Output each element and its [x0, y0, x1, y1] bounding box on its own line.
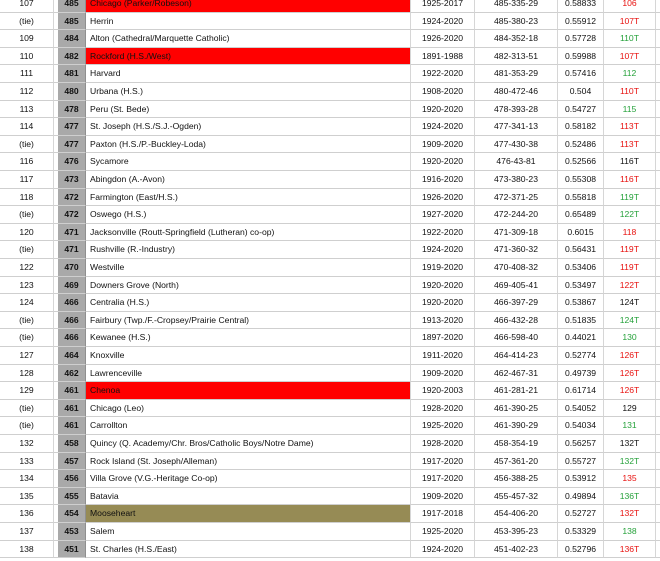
edge-cell[interactable]	[656, 417, 660, 435]
record-cell[interactable]: 466-598-40	[475, 329, 558, 347]
edge-cell[interactable]	[656, 206, 660, 224]
place-cell[interactable]: 107T	[604, 48, 656, 66]
table-row	[0, 189, 660, 207]
edge-cell[interactable]	[656, 241, 660, 259]
rank-cell[interactable]: 111	[0, 65, 54, 83]
edge-cell[interactable]	[656, 171, 660, 189]
pct-cell[interactable]: 0.65489	[558, 206, 604, 224]
rank-cell[interactable]: 135	[0, 488, 54, 506]
edge-cell[interactable]	[656, 470, 660, 488]
edge-cell[interactable]	[656, 523, 660, 541]
table-row	[0, 65, 660, 83]
years-cell[interactable]: 1897-2020	[411, 329, 475, 347]
school-cell[interactable]: Oswego (H.S.)	[86, 206, 411, 224]
pct-cell[interactable]: 0.58833	[558, 0, 604, 13]
wins-cell[interactable]: 484	[58, 30, 86, 48]
years-cell[interactable]: 1917-2018	[411, 505, 475, 523]
years-cell[interactable]: 1917-2020	[411, 453, 475, 471]
place-cell[interactable]: 113T	[604, 136, 656, 154]
table-row	[0, 523, 660, 541]
edge-cell[interactable]	[656, 382, 660, 400]
pct-cell[interactable]: 0.44021	[558, 329, 604, 347]
school-cell[interactable]: Harvard	[86, 65, 411, 83]
edge-cell[interactable]	[656, 277, 660, 295]
place-cell[interactable]: 129	[604, 400, 656, 418]
place-cell[interactable]: 116T	[604, 153, 656, 171]
wins-cell[interactable]: 477	[58, 136, 86, 154]
rank-cell[interactable]: 123	[0, 277, 54, 295]
school-cell[interactable]: Lawrenceville	[86, 365, 411, 383]
wins-cell[interactable]: 473	[58, 171, 86, 189]
edge-cell[interactable]	[656, 365, 660, 383]
edge-cell[interactable]	[656, 101, 660, 119]
place-cell[interactable]: 126T	[604, 365, 656, 383]
school-cell[interactable]: Paxton (H.S./P.-Buckley-Loda)	[86, 136, 411, 154]
edge-cell[interactable]	[656, 189, 660, 207]
years-cell[interactable]: 1920-2020	[411, 101, 475, 119]
record-cell[interactable]: 464-414-23	[475, 347, 558, 365]
place-cell[interactable]: 113T	[604, 118, 656, 136]
place-cell[interactable]: 119T	[604, 259, 656, 277]
edge-cell[interactable]	[656, 347, 660, 365]
rank-cell[interactable]: 116	[0, 153, 54, 171]
pct-cell[interactable]: 0.53406	[558, 259, 604, 277]
table-row	[0, 13, 660, 31]
wins-cell[interactable]: 470	[58, 259, 86, 277]
edge-cell[interactable]	[656, 435, 660, 453]
school-cell[interactable]: Farmington (East/H.S.)	[86, 189, 411, 207]
pct-cell[interactable]: 0.504	[558, 83, 604, 101]
school-cell[interactable]: St. Joseph (H.S./S.J.-Ogden)	[86, 118, 411, 136]
edge-cell[interactable]	[656, 153, 660, 171]
table-row	[0, 30, 660, 48]
table-row	[0, 417, 660, 435]
rank-cell[interactable]: 107	[0, 0, 54, 13]
record-cell[interactable]: 473-380-23	[475, 171, 558, 189]
pct-cell[interactable]: 0.6015	[558, 224, 604, 242]
wins-cell[interactable]: 485	[58, 0, 86, 13]
wins-cell[interactable]: 480	[58, 83, 86, 101]
record-cell[interactable]: 466-432-28	[475, 312, 558, 330]
pct-cell[interactable]: 0.55308	[558, 171, 604, 189]
years-cell[interactable]: 1922-2020	[411, 65, 475, 83]
wins-cell[interactable]: 466	[58, 329, 86, 347]
pct-cell[interactable]: 0.57416	[558, 65, 604, 83]
school-cell[interactable]: Kewanee (H.S.)	[86, 329, 411, 347]
rank-cell[interactable]: 132	[0, 435, 54, 453]
rank-cell[interactable]: 124	[0, 294, 54, 312]
edge-cell[interactable]	[656, 0, 660, 13]
wins-cell[interactable]: 462	[58, 365, 86, 383]
pct-cell[interactable]: 0.55912	[558, 13, 604, 31]
record-cell[interactable]: 477-430-38	[475, 136, 558, 154]
record-cell[interactable]: 461-390-29	[475, 417, 558, 435]
place-cell[interactable]: 136T	[604, 488, 656, 506]
rank-cell[interactable]: 133	[0, 453, 54, 471]
table-row	[0, 206, 660, 224]
pct-cell[interactable]: 0.59988	[558, 48, 604, 66]
rank-cell[interactable]: 129	[0, 382, 54, 400]
edge-cell[interactable]	[656, 118, 660, 136]
edge-cell[interactable]	[656, 224, 660, 242]
table-row	[0, 153, 660, 171]
record-cell[interactable]: 455-457-32	[475, 488, 558, 506]
years-cell[interactable]: 1909-2020	[411, 136, 475, 154]
pct-cell[interactable]: 0.52796	[558, 541, 604, 559]
pct-cell[interactable]: 0.58182	[558, 118, 604, 136]
wins-cell[interactable]: 466	[58, 312, 86, 330]
pct-cell[interactable]: 0.55727	[558, 453, 604, 471]
wins-cell[interactable]: 456	[58, 470, 86, 488]
table-row	[0, 488, 660, 506]
record-cell[interactable]: 451-402-23	[475, 541, 558, 559]
pct-cell[interactable]: 0.56431	[558, 241, 604, 259]
school-cell[interactable]: Jacksonville (Routt-Springfield (Lutheran) co-op)	[86, 224, 411, 242]
school-cell[interactable]: Knoxville	[86, 347, 411, 365]
table-row	[0, 541, 660, 559]
years-cell[interactable]: 1925-2020	[411, 523, 475, 541]
table-row	[0, 294, 660, 312]
school-cell[interactable]: Mooseheart	[86, 505, 411, 523]
table-row	[0, 118, 660, 136]
wins-cell[interactable]: 471	[58, 241, 86, 259]
rank-cell[interactable]: 114	[0, 118, 54, 136]
years-cell[interactable]: 1928-2020	[411, 435, 475, 453]
table-row	[0, 171, 660, 189]
years-cell[interactable]: 1924-2020	[411, 118, 475, 136]
place-cell[interactable]: 126T	[604, 347, 656, 365]
record-cell[interactable]: 477-341-13	[475, 118, 558, 136]
edge-cell[interactable]	[656, 136, 660, 154]
rank-cell[interactable]: (tie)	[0, 136, 54, 154]
wins-cell[interactable]: 461	[58, 382, 86, 400]
pct-cell[interactable]: 0.54052	[558, 400, 604, 418]
pct-cell[interactable]: 0.54034	[558, 417, 604, 435]
wins-cell[interactable]: 476	[58, 153, 86, 171]
record-cell[interactable]: 461-281-21	[475, 382, 558, 400]
school-cell[interactable]: Alton (Cathedral/Marquette Catholic)	[86, 30, 411, 48]
pct-cell[interactable]: 0.52727	[558, 505, 604, 523]
school-cell[interactable]: Carrollton	[86, 417, 411, 435]
edge-cell[interactable]	[656, 13, 660, 31]
record-cell[interactable]: 454-406-20	[475, 505, 558, 523]
edge-cell[interactable]	[656, 541, 660, 559]
years-cell[interactable]: 1927-2020	[411, 206, 475, 224]
pct-cell[interactable]: 0.53497	[558, 277, 604, 295]
edge-cell[interactable]	[656, 48, 660, 66]
place-cell[interactable]: 118	[604, 224, 656, 242]
record-cell[interactable]: 472-371-25	[475, 189, 558, 207]
record-cell[interactable]: 478-393-28	[475, 101, 558, 119]
place-cell[interactable]: 135	[604, 470, 656, 488]
record-cell[interactable]: 462-467-31	[475, 365, 558, 383]
edge-cell[interactable]	[656, 83, 660, 101]
record-cell[interactable]: 457-361-20	[475, 453, 558, 471]
school-cell[interactable]: Rushville (R.-Industry)	[86, 241, 411, 259]
school-cell[interactable]: St. Charles (H.S./East)	[86, 541, 411, 559]
school-cell[interactable]: Urbana (H.S.)	[86, 83, 411, 101]
wins-cell[interactable]: 469	[58, 277, 86, 295]
years-cell[interactable]: 1891-1988	[411, 48, 475, 66]
place-cell[interactable]: 110T	[604, 30, 656, 48]
pct-cell[interactable]: 0.56257	[558, 435, 604, 453]
pct-cell[interactable]: 0.53867	[558, 294, 604, 312]
place-cell[interactable]: 130	[604, 329, 656, 347]
rank-cell[interactable]: 134	[0, 470, 54, 488]
years-cell[interactable]: 1920-2020	[411, 153, 475, 171]
place-cell[interactable]: 126T	[604, 382, 656, 400]
edge-cell[interactable]	[656, 65, 660, 83]
record-cell[interactable]: 456-388-25	[475, 470, 558, 488]
table-row	[0, 136, 660, 154]
school-cell[interactable]: Salem	[86, 523, 411, 541]
school-cell[interactable]: Fairbury (Twp./F.-Cropsey/Prairie Central)	[86, 312, 411, 330]
table-row	[0, 224, 660, 242]
place-cell[interactable]: 124T	[604, 312, 656, 330]
years-cell[interactable]: 1916-2020	[411, 171, 475, 189]
place-cell[interactable]: 132T	[604, 505, 656, 523]
wins-cell[interactable]: 471	[58, 224, 86, 242]
edge-cell[interactable]	[656, 329, 660, 347]
wins-cell[interactable]: 485	[58, 13, 86, 31]
rank-cell[interactable]: 138	[0, 541, 54, 559]
years-cell[interactable]: 1920-2003	[411, 382, 475, 400]
pct-cell[interactable]: 0.61714	[558, 382, 604, 400]
school-cell[interactable]: Chicago (Parker/Robeson)	[86, 0, 411, 13]
record-cell[interactable]: 485-380-23	[475, 13, 558, 31]
years-cell[interactable]: 1913-2020	[411, 312, 475, 330]
school-cell[interactable]: Downers Grove (North)	[86, 277, 411, 295]
place-cell[interactable]: 119T	[604, 241, 656, 259]
years-cell[interactable]: 1908-2020	[411, 83, 475, 101]
place-cell[interactable]: 124T	[604, 294, 656, 312]
rank-cell[interactable]: 117	[0, 171, 54, 189]
table-row	[0, 505, 660, 523]
table-row	[0, 400, 660, 418]
rank-cell[interactable]: 118	[0, 189, 54, 207]
record-cell[interactable]: 458-354-19	[475, 435, 558, 453]
table-row	[0, 259, 660, 277]
rank-cell[interactable]: 137	[0, 523, 54, 541]
wins-cell[interactable]: 454	[58, 505, 86, 523]
edge-cell[interactable]	[656, 505, 660, 523]
wins-cell[interactable]: 461	[58, 417, 86, 435]
years-cell[interactable]: 1911-2020	[411, 347, 475, 365]
wins-cell[interactable]: 457	[58, 453, 86, 471]
wins-cell[interactable]: 472	[58, 206, 86, 224]
school-cell[interactable]: Peru (St. Bede)	[86, 101, 411, 119]
place-cell[interactable]: 122T	[604, 277, 656, 295]
rank-cell[interactable]: 127	[0, 347, 54, 365]
rank-cell[interactable]: 136	[0, 505, 54, 523]
pct-cell[interactable]: 0.55818	[558, 189, 604, 207]
wins-cell[interactable]: 481	[58, 65, 86, 83]
place-cell[interactable]: 132T	[604, 435, 656, 453]
table-row	[0, 312, 660, 330]
wins-cell[interactable]: 451	[58, 541, 86, 559]
years-cell[interactable]: 1919-2020	[411, 259, 475, 277]
table-row	[0, 365, 660, 383]
years-cell[interactable]: 1924-2020	[411, 241, 475, 259]
years-cell[interactable]: 1917-2020	[411, 470, 475, 488]
school-cell[interactable]: Chicago (Leo)	[86, 400, 411, 418]
wins-cell[interactable]: 477	[58, 118, 86, 136]
years-cell[interactable]: 1909-2020	[411, 365, 475, 383]
place-cell[interactable]: 138	[604, 523, 656, 541]
record-cell[interactable]: 471-309-18	[475, 224, 558, 242]
wins-cell[interactable]: 458	[58, 435, 86, 453]
rank-cell[interactable]: 122	[0, 259, 54, 277]
wins-cell[interactable]: 455	[58, 488, 86, 506]
record-cell[interactable]: 481-353-29	[475, 65, 558, 83]
place-cell[interactable]: 112	[604, 65, 656, 83]
wins-cell[interactable]: 453	[58, 523, 86, 541]
record-cell[interactable]: 484-352-18	[475, 30, 558, 48]
pct-cell[interactable]: 0.54727	[558, 101, 604, 119]
rank-cell[interactable]: (tie)	[0, 241, 54, 259]
wins-cell[interactable]: 478	[58, 101, 86, 119]
years-cell[interactable]: 1924-2020	[411, 541, 475, 559]
table-row	[0, 435, 660, 453]
edge-cell[interactable]	[656, 259, 660, 277]
record-cell[interactable]: 485-335-29	[475, 0, 558, 13]
edge-cell[interactable]	[656, 30, 660, 48]
rank-cell[interactable]: 128	[0, 365, 54, 383]
place-cell[interactable]: 132T	[604, 453, 656, 471]
rank-cell[interactable]: 109	[0, 30, 54, 48]
rank-cell[interactable]: 113	[0, 101, 54, 119]
place-cell[interactable]: 110T	[604, 83, 656, 101]
table-row	[0, 48, 660, 66]
record-cell[interactable]: 453-395-23	[475, 523, 558, 541]
rank-cell[interactable]: (tie)	[0, 400, 54, 418]
table-row	[0, 241, 660, 259]
years-cell[interactable]: 1924-2020	[411, 13, 475, 31]
pct-cell[interactable]: 0.49894	[558, 488, 604, 506]
table-row	[0, 453, 660, 471]
record-cell[interactable]: 466-397-29	[475, 294, 558, 312]
place-cell[interactable]: 119T	[604, 189, 656, 207]
pct-cell[interactable]: 0.52774	[558, 347, 604, 365]
years-cell[interactable]: 1925-2020	[411, 417, 475, 435]
school-cell[interactable]: Rockford (H.S./West)	[86, 48, 411, 66]
place-cell[interactable]: 106	[604, 0, 656, 13]
table-row	[0, 277, 660, 295]
record-cell[interactable]: 469-405-41	[475, 277, 558, 295]
edge-cell[interactable]	[656, 453, 660, 471]
pct-cell[interactable]: 0.53912	[558, 470, 604, 488]
pct-cell[interactable]: 0.53329	[558, 523, 604, 541]
place-cell[interactable]: 107T	[604, 13, 656, 31]
table-row	[0, 0, 660, 13]
rank-cell[interactable]: (tie)	[0, 417, 54, 435]
pct-cell[interactable]: 0.52566	[558, 153, 604, 171]
table-row	[0, 470, 660, 488]
record-cell[interactable]: 480-472-46	[475, 83, 558, 101]
rank-cell[interactable]: 120	[0, 224, 54, 242]
school-cell[interactable]: Rock Island (St. Joseph/Alleman)	[86, 453, 411, 471]
record-cell[interactable]: 470-408-32	[475, 259, 558, 277]
table-row	[0, 382, 660, 400]
wins-cell[interactable]: 466	[58, 294, 86, 312]
school-cell[interactable]: Centralia (H.S.)	[86, 294, 411, 312]
record-cell[interactable]: 472-244-20	[475, 206, 558, 224]
record-cell[interactable]: 471-360-32	[475, 241, 558, 259]
place-cell[interactable]: 122T	[604, 206, 656, 224]
years-cell[interactable]: 1926-2020	[411, 189, 475, 207]
table-row	[0, 101, 660, 119]
pct-cell[interactable]: 0.57728	[558, 30, 604, 48]
record-cell[interactable]: 482-313-51	[475, 48, 558, 66]
school-cell[interactable]: Sycamore	[86, 153, 411, 171]
years-cell[interactable]: 1928-2020	[411, 400, 475, 418]
rank-cell[interactable]: 110	[0, 48, 54, 66]
place-cell[interactable]: 115	[604, 101, 656, 119]
years-cell[interactable]: 1925-2017	[411, 0, 475, 13]
place-cell[interactable]: 136T	[604, 541, 656, 559]
years-cell[interactable]: 1926-2020	[411, 30, 475, 48]
wins-cell[interactable]: 472	[58, 189, 86, 207]
school-cell[interactable]: Herrin	[86, 13, 411, 31]
record-cell[interactable]: 476-43-81	[475, 153, 558, 171]
table-row	[0, 347, 660, 365]
edge-cell[interactable]	[656, 294, 660, 312]
school-cell[interactable]: Chenoa	[86, 382, 411, 400]
rank-cell[interactable]: (tie)	[0, 329, 54, 347]
wins-cell[interactable]: 461	[58, 400, 86, 418]
years-cell[interactable]: 1920-2020	[411, 277, 475, 295]
school-cell[interactable]: Quincy (Q. Academy/Chr. Bros/Catholic Boys/Notre Dame)	[86, 435, 411, 453]
school-cell[interactable]: Abingdon (A.-Avon)	[86, 171, 411, 189]
pct-cell[interactable]: 0.52486	[558, 136, 604, 154]
rank-cell[interactable]: (tie)	[0, 206, 54, 224]
edge-cell[interactable]	[656, 488, 660, 506]
wins-cell[interactable]: 464	[58, 347, 86, 365]
school-cell[interactable]: Villa Grove (V.G.-Heritage Co-op)	[86, 470, 411, 488]
pct-cell[interactable]: 0.49739	[558, 365, 604, 383]
wins-cell[interactable]: 482	[58, 48, 86, 66]
place-cell[interactable]: 116T	[604, 171, 656, 189]
pct-cell[interactable]: 0.51835	[558, 312, 604, 330]
edge-cell[interactable]	[656, 400, 660, 418]
record-cell[interactable]: 461-390-25	[475, 400, 558, 418]
rank-cell[interactable]: (tie)	[0, 13, 54, 31]
rank-cell[interactable]: 112	[0, 83, 54, 101]
school-cell[interactable]: Westville	[86, 259, 411, 277]
years-cell[interactable]: 1909-2020	[411, 488, 475, 506]
table-row	[0, 329, 660, 347]
place-cell[interactable]: 131	[604, 417, 656, 435]
edge-cell[interactable]	[656, 312, 660, 330]
years-cell[interactable]: 1920-2020	[411, 294, 475, 312]
table-row	[0, 83, 660, 101]
years-cell[interactable]: 1922-2020	[411, 224, 475, 242]
school-cell[interactable]: Batavia	[86, 488, 411, 506]
rank-cell[interactable]: (tie)	[0, 312, 54, 330]
